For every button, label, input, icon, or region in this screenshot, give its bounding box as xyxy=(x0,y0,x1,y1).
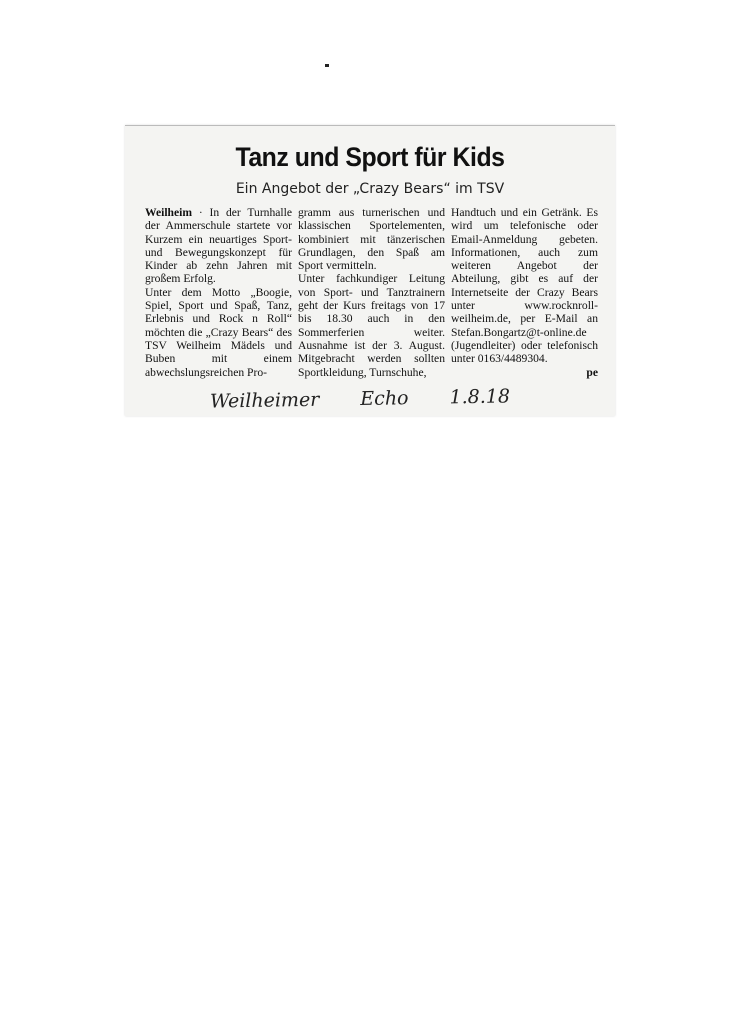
scan-speck xyxy=(325,64,329,67)
article-paragraph: Handtuch und ein Getränk. Es wird um telefonische oder Email-Anmeldung gebeten. Informationen, auch zum weiteren Angebot der Abteilung, gibt es auf der Internetseite der Crazy Bears unter www.rocknroll-weilheim.de, per E-Mail an Stefan.Bongartz@t-online.de (Jugendleiter) oder telefonisch unter 0163/4489304. xyxy=(451,206,598,366)
article-paragraph: Unter fachkundiger Leitung von Sport- und Tanztrainern geht der Kurs freitags von 17 bis 18.30 auch in den Sommerferien weiter. Ausnahme ist der 3. August. Mitgebracht werden sollten Sportkleidung, Turnschuhe, xyxy=(298,272,445,379)
newspaper-clipping xyxy=(125,125,615,416)
article-signature: pe xyxy=(586,365,598,379)
article-paragraph: gramm aus turnerischen und klassischen Sportelementen, kombiniert mit tänzerischen Grundlagen, den Spaß am Sport vermitteln. xyxy=(298,206,445,273)
article-subheadline: Ein Angebot der „Crazy Bears“ im TSV xyxy=(235,181,505,197)
article-dateline: Weilheim xyxy=(145,206,193,219)
article-headline: Tanz und Sport für Kids xyxy=(235,142,505,172)
handwritten-date: 1.8.18 xyxy=(449,385,511,409)
article-paragraph xyxy=(145,206,292,286)
article-column-3 xyxy=(451,206,598,379)
handwritten-paper: Echo xyxy=(360,387,409,410)
handwritten-source: Weilheimer xyxy=(209,388,320,413)
article-column-2 xyxy=(298,206,445,379)
article-paragraph: Unter dem Motto „Boogie, Spiel, Sport und Spaß, Tanz, Erlebnis und Rock n Roll“ möchten die „Crazy Bears“ des TSV Weilheim Mädels und Buben mit einem abwechslungsreichen Pro- xyxy=(145,285,292,379)
article-body xyxy=(145,206,605,379)
paragraph-text: · In der Turnhalle der Ammerschule startete vor Kurzem ein neuartiges Sport- und Bewegungskonzept für Kinder ab zehn Jahren mit großem Erfolg. xyxy=(145,206,293,286)
article-column-1 xyxy=(145,206,292,379)
handwritten-source-note xyxy=(210,385,510,412)
